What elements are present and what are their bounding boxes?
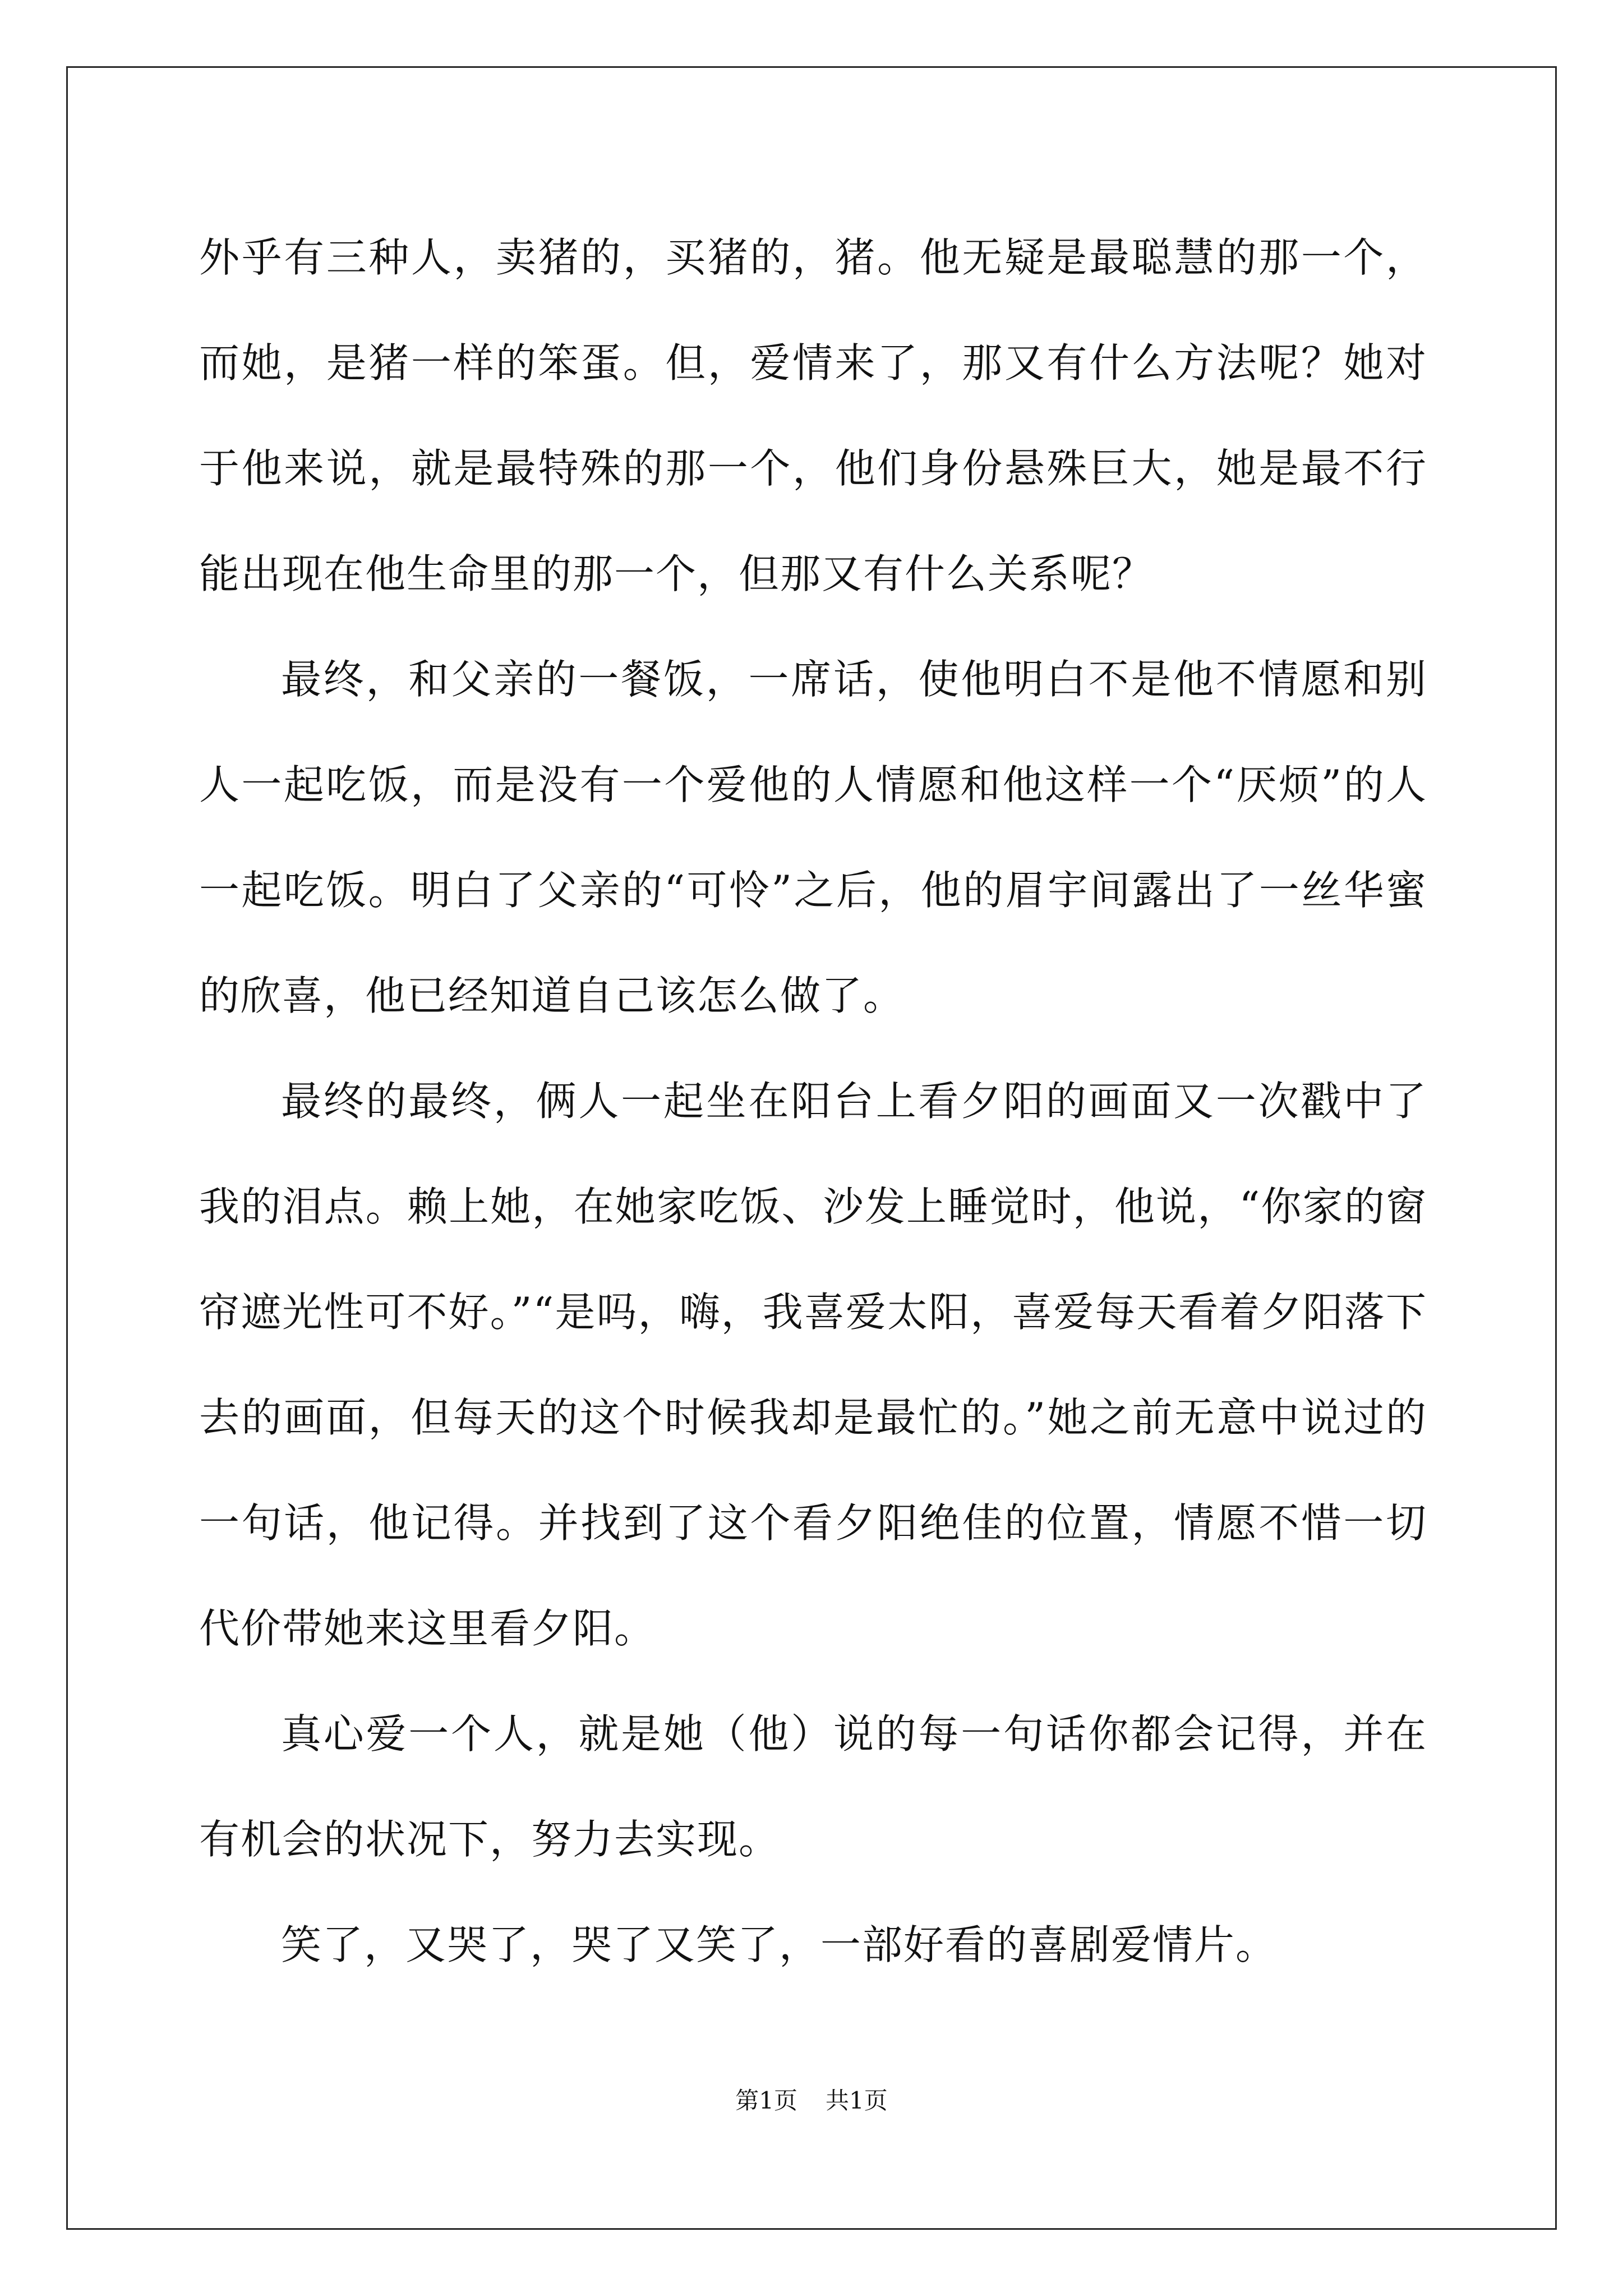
paragraph-4: 真心爱一个人，就是她（他）说的每一句话你都会记得，并在有机会的状况下，努力去实现。 bbox=[199, 1710, 1427, 1863]
page-number: 第1页 bbox=[735, 2087, 797, 2114]
page-total: 共1页 bbox=[826, 2087, 888, 2114]
page-footer bbox=[0, 2084, 1623, 2118]
paragraph-5: 笑了，又哭了，哭了又笑了，一部好看的喜剧爱情片。 bbox=[281, 1921, 1278, 1968]
paragraph-3: 最终的最终，俩人一起坐在阳台上看夕阳的画面又一次戳中了我的泪点。赖上她，在她家吃饭、沙发上睡觉时，他说，“你家的窗帘遮光性可不好。”“是吗，嗨，我喜爱太阳，喜爱每天看着夕阳落下去的画面，但每天的这个时候我却是最忙的。”她之前无意中说过的一句话，他记得。并找到了这个看夕阳绝佳的位置，情愿不惜一切代价带她来这里看夕阳。 bbox=[199, 1078, 1427, 1652]
document-body bbox=[199, 205, 1427, 1998]
paragraph-2: 最终，和父亲的一餐饭，一席话，使他明白不是他不情愿和别人一起吃饭，而是没有一个爱他的人情愿和他这样一个“厌烦”的人一起吃饭。明白了父亲的“可怜”之后，他的眉宇间露出了一丝华蜜的欣喜，他已经知道自己该怎么做了。 bbox=[199, 656, 1427, 1019]
paragraph-1: 外乎有三种人，卖猪的，买猪的，猪。他无疑是最聪慧的那一个，而她，是猪一样的笨蛋。但，爱情来了，那又有什么方法呢？她对于他来说，就是最特殊的那一个，他们身份悬殊巨大，她是最不行能出现在他生命里的那一个，但那又有什么关系呢？ bbox=[199, 234, 1427, 597]
